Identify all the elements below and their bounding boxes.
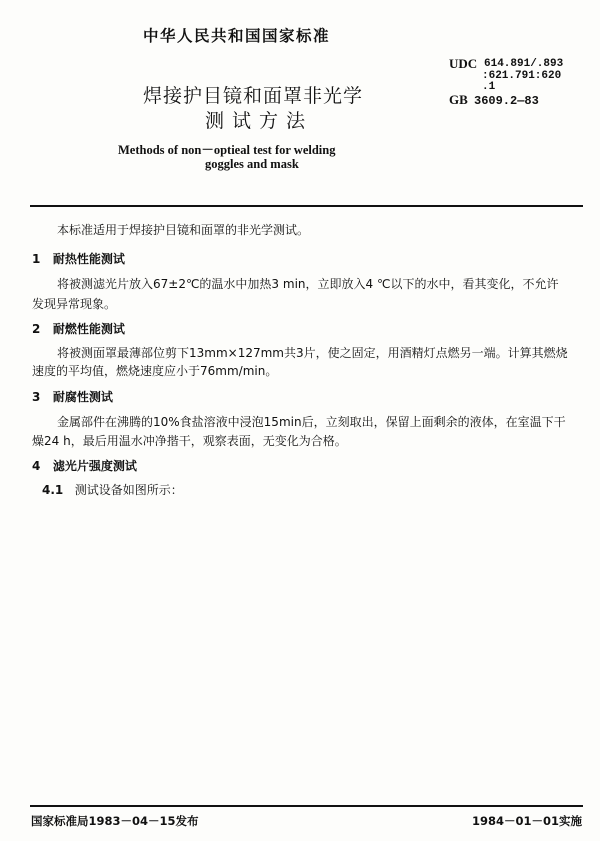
- title-en-line1: Methods of non－optieal test for welding: [118, 143, 336, 157]
- section-3-text-line2: 燥24 h，最后用温水冲净揩干，观察表面，无变化为合格。: [32, 434, 347, 448]
- title-zh-line1: 焊接护目镜和面罩非光学: [143, 85, 364, 107]
- issue-date: 国家标准局1983－04－15发布: [31, 814, 199, 828]
- udc-label: UDC: [449, 56, 478, 71]
- udc-line2: :621.791:620: [482, 70, 562, 82]
- section-1-text-line1: 将被测滤光片放入67±2℃的温水中加热3 min，立即放入4 ℃以下的水中，看其变化，不允许: [57, 277, 559, 291]
- gb-number: 3609.2—83: [474, 94, 539, 108]
- section-2-heading: [32, 320, 125, 337]
- subsection-4-1: [42, 481, 183, 498]
- subsection-number: 4.1: [42, 483, 64, 497]
- intro-paragraph: 本标准适用于焊接护目镜和面罩的非光学测试。: [57, 223, 310, 237]
- section-number: 1: [32, 252, 41, 266]
- section-title: 滤光片强度测试: [52, 459, 137, 473]
- title-en-line2: goggles and mask: [205, 157, 299, 171]
- section-3-heading: [32, 388, 113, 405]
- section-number: 2: [32, 322, 41, 336]
- section-1-heading: [32, 250, 125, 267]
- udc-line3: .1: [482, 81, 496, 93]
- section-4-heading: [32, 457, 137, 474]
- section-2-text-line1: 将被测面罩最薄部位剪下13mm×127mm共3片，使之固定，用酒精灯点燃另一端。计算其燃烧: [57, 346, 568, 360]
- effective-date: 1984－01－01实施: [471, 814, 582, 828]
- section-number: 3: [32, 390, 41, 404]
- section-title: 耐腐性测试: [52, 390, 113, 404]
- footer-divider: [30, 805, 583, 807]
- section-number: 4: [32, 459, 41, 473]
- udc-line1: 614.891/.893: [484, 58, 564, 70]
- section-title: 耐燃性能测试: [52, 322, 125, 336]
- section-title: 耐热性能测试: [52, 252, 125, 266]
- header-divider: [30, 205, 583, 207]
- section-3-text-line1: 金属部件在沸腾的10%食盐溶液中浸泡15min后，立刻取出，保留上面剩余的液体，在室温下干: [57, 415, 566, 429]
- subsection-text: 测试设备如图所示：: [74, 483, 183, 497]
- title-zh-line2: 测试方法: [205, 110, 314, 132]
- section-2-text-line2: 速度的平均值，燃烧速度应小于76mm/min。: [32, 364, 278, 378]
- standard-type-header: 中华人民共和国国家标准: [143, 27, 331, 45]
- section-1-text-line2: 发现异常现象。: [32, 297, 117, 311]
- gb-label: GB: [449, 92, 468, 107]
